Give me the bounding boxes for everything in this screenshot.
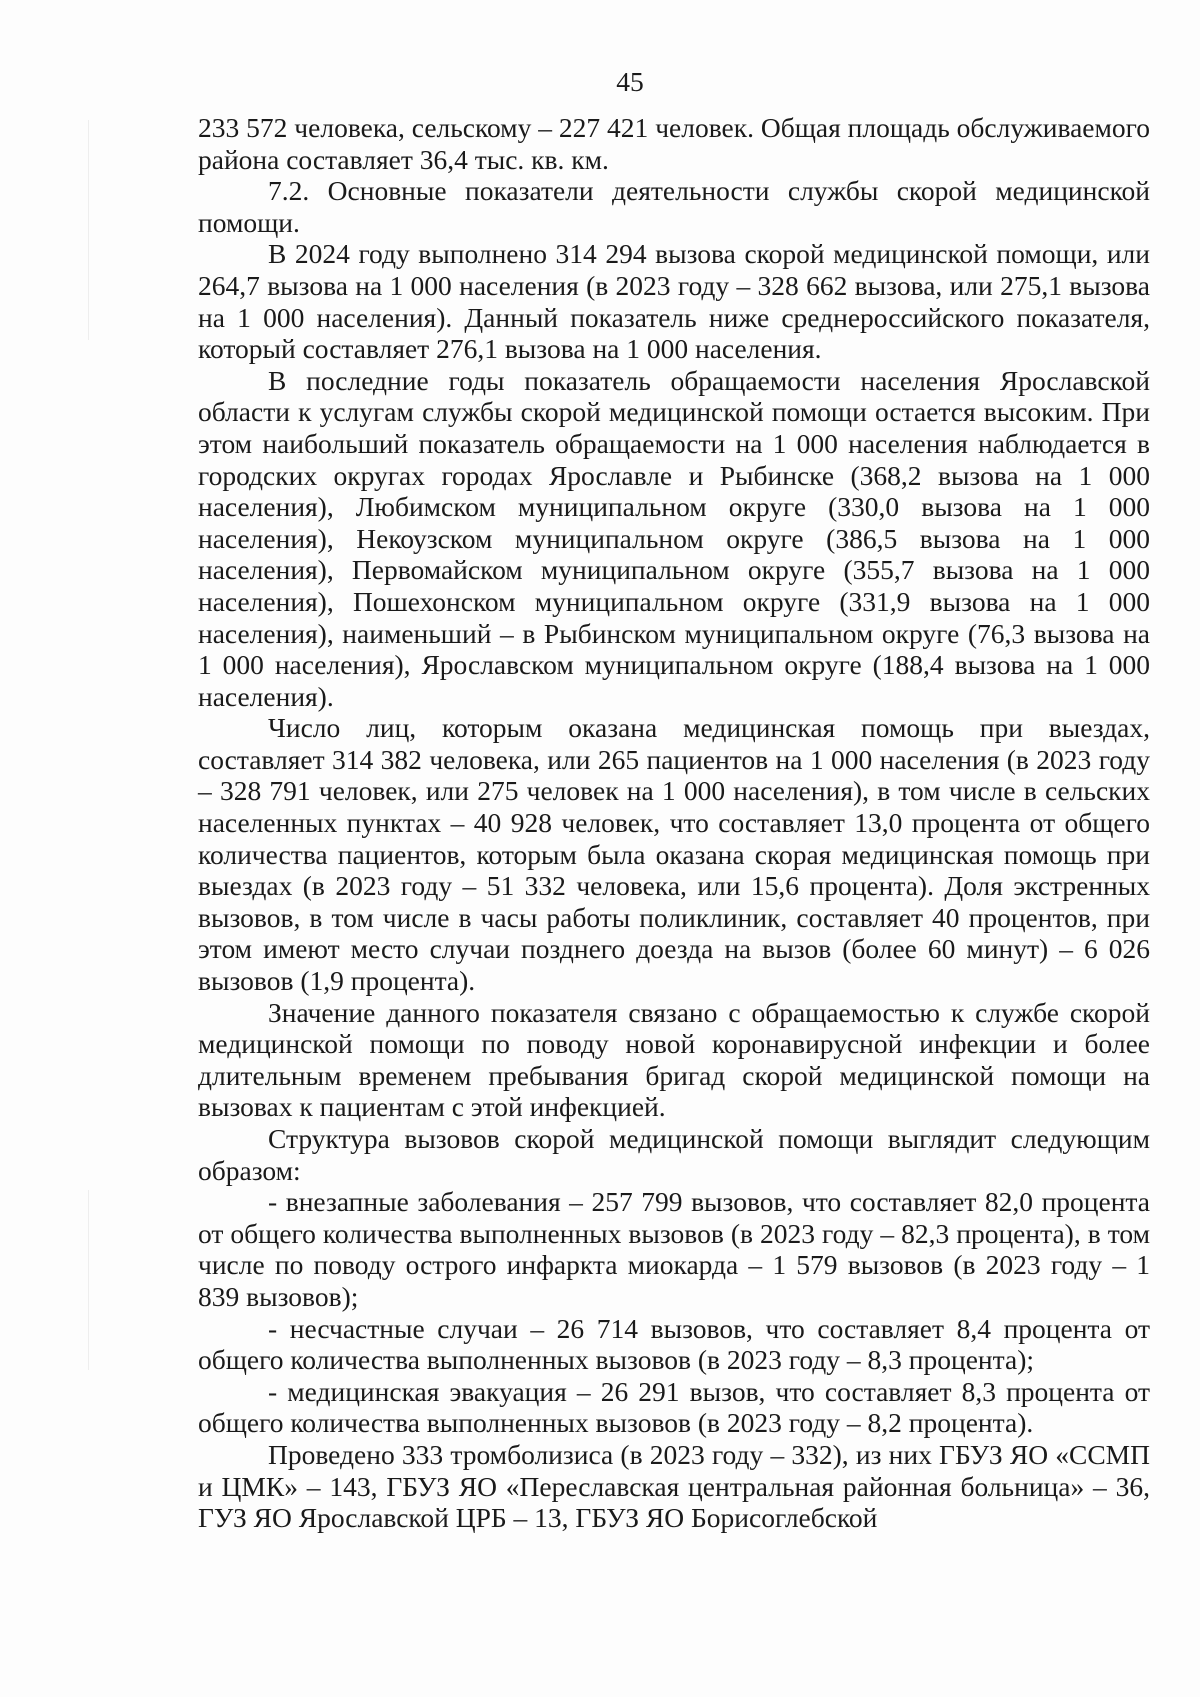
scan-edge-line (88, 1190, 89, 1370)
paragraph-indicator-reason: Значение данного показателя связано с обращаемостью к службе скорой медицинской помощи по поводу новой коронавирусной инфекции и более длительным временем пребывания бригад скорой медицинской помощи на вызовах к пациентам с этой инфекцией. (198, 996, 1150, 1123)
paragraph-appeal-rate: В последние годы показатель обращаемости населения Ярославской области к услугам службы скорой медицинской помощи остается высоким. При этом наибольший показатель обращаемости на 1 000 населения наблюдается в городских округах городах Ярославле и Рыбинске (368,2 вызова на 1 000 населения), Любимском муниципальном округе (330,0 вызова на 1 000 населения), Некоузском муниципальном округе (386,5 вызова на 1 000 населения), Первомайском муниципальном округе (355,7 вызова на 1 000 населения), Пошехонском муниципальном округе (331,9 вызова на 1 000 населения), наименьший – в Рыбинском муниципальном округе (76,3 вызова на 1 000 населения), Ярославском муниципальном округе (188,4 вызова на 1 000 населения). (198, 364, 1150, 712)
list-item-evacuation: - медицинская эвакуация – 26 291 вызов, что составляет 8,3 процента от общего количества выполненных вызовов (в 2023 году – 8,2 процента). (198, 1375, 1150, 1439)
section-heading-7-2: 7.2. Основные показатели деятельности службы скорой медицинской помощи. (198, 175, 1150, 238)
list-item-accidents: - несчастные случаи – 26 714 вызовов, что составляет 8,4 процента от общего количества выполненных вызовов (в 2023 году – 8,3 процента); (198, 1312, 1150, 1376)
paragraph-call-structure: Структура вызовов скорой медицинской помощи выглядит следующим образом: (198, 1123, 1150, 1186)
page-number: 45 (616, 66, 644, 97)
paragraph-continuation: 233 572 человека, сельскому – 227 421 человек. Общая площадь обслуживаемого района составляет 36,4 тыс. кв. км. (198, 112, 1150, 175)
paragraph-thrombolysis: Проведено 333 тромболизиса (в 2023 году – 332), из них ГБУЗ ЯО «ССМП и ЦМК» – 143, ГБУЗ ЯО «Переславская центральная районная больница» – 36, ГУЗ ЯО Ярославской ЦРБ – 13, ГБУЗ ЯО Борисоглебской (198, 1438, 1150, 1534)
scan-edge-line (88, 120, 89, 340)
paragraph-calls-2024: В 2024 году выполнено 314 294 вызова скорой медицинской помощи, или 264,7 вызова на 1 000 населения (в 2023 году – 328 662 вызова, или 275,1 вызова на 1 000 населения). Данный показатель ниже среднероссийского показателя, который составляет 276,1 вызова на 1 000 населения. (198, 238, 1150, 365)
list-item-sudden-illness: - внезапные заболевания – 257 799 вызовов, что составляет 82,0 процента от общего количества выполненных вызовов (в 2023 году – 82,3 процента), в том числе по поводу острого инфаркта миокарда – 1 579 вызовов (в 2023 году – 1 839 вызовов); (198, 1186, 1150, 1312)
document-body (198, 112, 1150, 1534)
paragraph-patients-served: Число лиц, которым оказана медицинская помощь при выездах, составляет 314 382 человека, или 265 пациентов на 1 000 населения (в 2023 году – 328 791 человек, или 275 человек на 1 000 населения), в том числе в сельских населенных пунктах – 40 928 человек, что составляет 13,0 процента от общего количества пациентов, которым была оказана скорая медицинская помощь при выездах (в 2023 году – 51 332 человека, или 15,6 процента). Доля экстренных вызовов, в том числе в часы работы поликлиник, составляет 40 процентов, при этом имеют место случаи позднего доезда на вызов (более 60 минут) – 6 026 вызовов (1,9 процента). (198, 712, 1150, 997)
